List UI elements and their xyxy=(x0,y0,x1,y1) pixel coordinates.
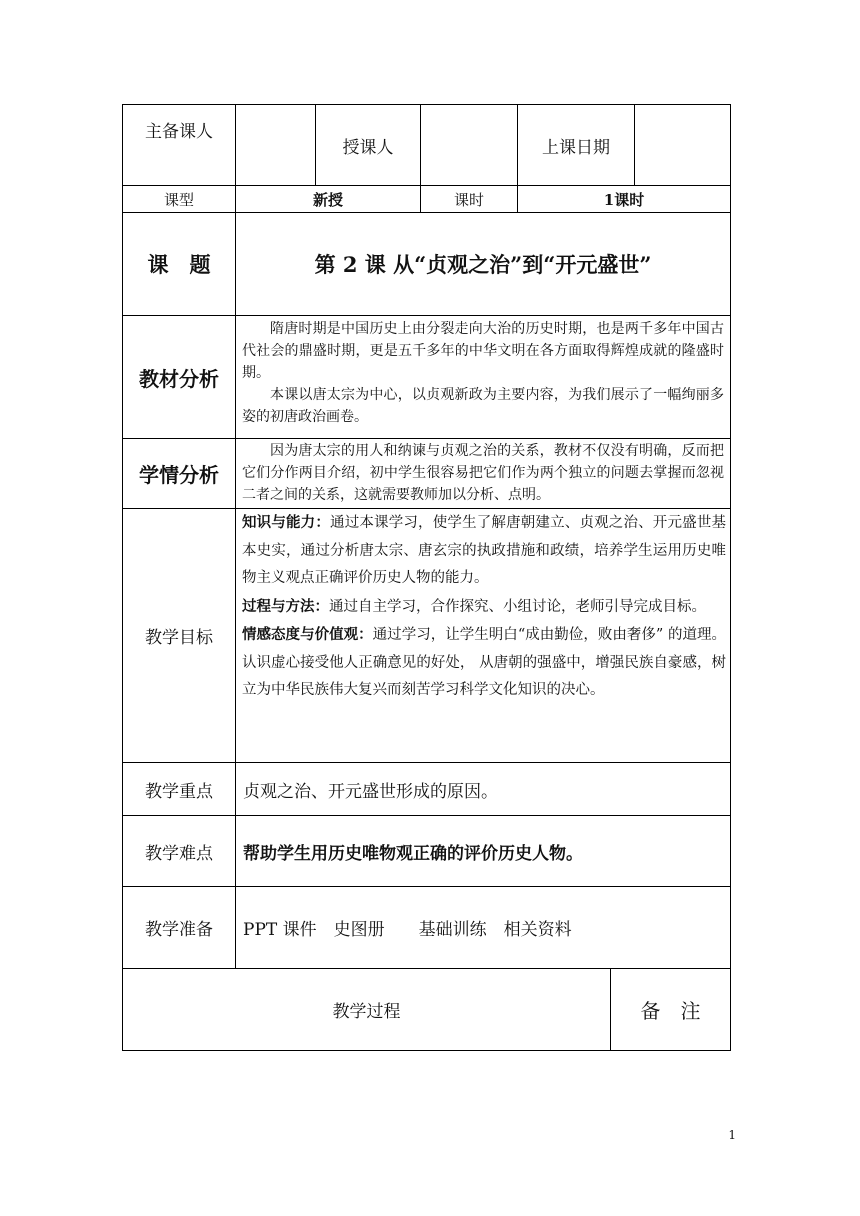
objective-title: 过程与方法： xyxy=(242,597,329,615)
objective-text: 通过学习，让学生明白“成由勤俭，败由奢侈” 的道理。认识虚心接受他人正确意见的好处， 从唐朝的强盛中，增强民族自豪感，树立为中华民族伟大复兴而刻苦学习科学文化知识的决心。 xyxy=(242,627,726,698)
key-points-value: 贞观之治、开元盛世形成的原因。 xyxy=(243,781,498,802)
teacher-value xyxy=(421,105,517,185)
page-number: 1 xyxy=(728,1128,736,1142)
lead-teacher-label: 主备课人 xyxy=(145,121,213,142)
difficulties-value: 帮助学生用历史唯物观正确的评价历史人物。 xyxy=(243,843,583,864)
topic-title: 第 2 课 从“贞观之治”到“开元盛世” xyxy=(314,252,652,277)
objective-text: 通过本课学习，使学生了解唐朝建立、贞观之治、开元盛世基本史实，通过分析唐太宗、唐玄宗的执政措施和政绩，培养学生运用历史唯物主义观点正确评价历史人物的能力。 xyxy=(242,515,726,586)
key-points-label: 教学重点 xyxy=(145,781,213,802)
objective-item xyxy=(242,621,726,705)
table-rule xyxy=(122,1050,731,1051)
date-label: 上课日期 xyxy=(542,137,610,158)
topic-label: 课 题 xyxy=(147,252,211,277)
student-analysis-text xyxy=(242,440,724,506)
date-value xyxy=(635,105,730,185)
course-type-label: 课型 xyxy=(163,190,194,209)
class-hours-value: 1课时 xyxy=(603,190,645,209)
objective-item xyxy=(242,593,726,622)
objective-text: 通过自主学习，合作探究、小组讨论，老师引导完成目标。 xyxy=(329,598,706,615)
material-analysis-paragraph: 本课以唐太宗为中心，以贞观新政为主要内容，为我们展示了一幅绚丽多姿的初唐政治画卷。 xyxy=(242,387,724,425)
material-analysis-label: 教材分析 xyxy=(139,366,219,391)
table-rule xyxy=(730,104,731,1051)
objectives-label: 教学目标 xyxy=(145,628,213,648)
teaching-process-label: 教学过程 xyxy=(332,1002,401,1022)
notes-label: 备 注 xyxy=(640,999,701,1023)
difficulties-label: 教学难点 xyxy=(145,843,213,864)
preparation-label: 教学准备 xyxy=(145,920,213,940)
objective-title: 知识与能力： xyxy=(242,514,331,531)
student-analysis-label: 学情分析 xyxy=(139,463,219,487)
objective-item xyxy=(242,509,726,593)
class-hours-label: 课时 xyxy=(453,190,484,209)
lead-teacher-value xyxy=(236,105,315,185)
teacher-label: 授课人 xyxy=(342,137,394,158)
objectives-text xyxy=(242,509,726,705)
preparation-value: PPT 课件 史图册 基础训练 相关资料 xyxy=(243,920,572,940)
material-analysis-text xyxy=(242,318,724,428)
material-analysis-paragraph: 隋唐时期是中国历史上由分裂走向大治的历史时期，也是两千多年中国古代社会的鼎盛时期，更是五千多年的中华文明在各方面取得辉煌成就的隆盛时期。 xyxy=(242,321,724,381)
student-analysis-paragraph: 因为唐太宗的用人和纳谏与贞观之治的关系，教材不仅没有明确，反而把它们分作两目介绍，初中学生很容易把它们作为两个独立的问题去掌握而忽视二者之间的关系，这就需要教师加以分析、点明。 xyxy=(242,443,724,503)
course-type-value: 新授 xyxy=(312,190,343,209)
objective-title: 情感态度与价值观： xyxy=(242,626,373,643)
